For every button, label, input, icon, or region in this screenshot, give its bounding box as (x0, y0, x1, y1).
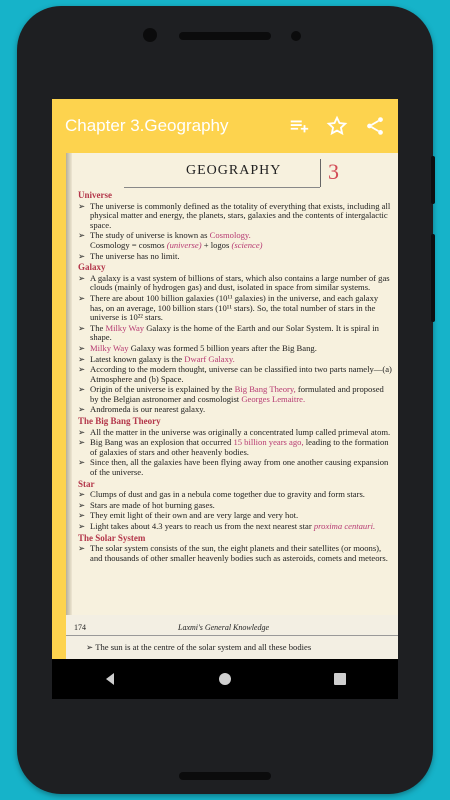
power-button (431, 156, 435, 204)
bullet-icon: ➢ (78, 200, 86, 211)
chapter-title: GEOGRAPHY (186, 163, 282, 178)
header-divider (320, 159, 321, 187)
list-item: ➢ There are about 100 billion galaxies (10¹¹ galaxies) in the universe, and each galaxy has, on an average, 100 billion stars (10¹¹ stars). So, the total number of stars in the universe is 10²² stars. (78, 292, 379, 323)
bullet-icon: ➢ (78, 489, 86, 500)
document-viewer[interactable] (52, 153, 398, 659)
section-heading: Star (78, 478, 95, 489)
list-item: ➢ The universe has no limit. (78, 250, 180, 261)
home-circle-icon[interactable] (205, 659, 245, 699)
star-outline-icon[interactable] (322, 111, 352, 141)
list-item: ➢ Since then, all the galaxies have been flying away from one another causing expansion of the universe. (78, 457, 389, 478)
bullet-icon: ➢ (78, 521, 86, 531)
footer-rule (66, 635, 398, 636)
next-page-line: ➢ The sun is at the centre of the solar system and all these bodies (86, 642, 312, 652)
proximity-sensor (291, 31, 301, 41)
formula-line: Cosmology = cosmos (universe) + logos (science) (90, 239, 263, 250)
recents-square-icon[interactable] (320, 659, 360, 699)
book-page (66, 153, 398, 659)
bullet-icon: ➢ (78, 230, 86, 241)
page-spine-shadow (66, 153, 72, 615)
book-title: Laxmi's General Knowledge (178, 623, 270, 632)
bullet-icon: ➢ (78, 404, 86, 415)
list-item: ➢ The study of universe is known as Cosmology. (78, 230, 251, 241)
list-item: ➢ The universe is commonly defined as the totality of everything that exists, including all physical matter and energy, the planets, stars, galaxies and the contents of intergalactic space. (78, 200, 391, 230)
list-item: ➢ Big Bang was an explosion that occurred 15 billion years ago, leading to the formation of galaxies of stars and other heavenly bodies. (78, 437, 389, 457)
list-item: ➢ A galaxy is a vast system of billions of stars, which also contains a large number of gas clouds (mainly of hydrogen gas) and dust, isolated in space from similar systems. (78, 272, 390, 293)
list-item: ➢ Latest known galaxy is the Dwarf Galaxy. (78, 353, 235, 364)
list-item: ➢ Andromeda is our nearest galaxy. (78, 404, 206, 415)
bullet-icon: ➢ (78, 426, 86, 437)
screen (52, 99, 398, 699)
list-item: ➢ They emit light of their own and are very large and very hot. (78, 510, 299, 521)
bullet-icon: ➢ (78, 342, 86, 353)
list-item: ➢ Milky Way Galaxy was formed 5 billion years after the Big Bang. (78, 342, 317, 353)
app-title: Chapter 3.Geography (65, 116, 229, 135)
back-triangle-icon[interactable] (90, 659, 130, 699)
section-heading: Universe (78, 190, 112, 200)
chapter-number: 3 (328, 159, 339, 184)
bullet-icon: ➢ (78, 384, 86, 395)
front-camera (143, 28, 157, 42)
chapter-header (124, 159, 394, 187)
bullet-icon: ➢ (78, 353, 86, 364)
page-number: 174 (74, 623, 86, 632)
header-rule (124, 187, 320, 188)
list-item: ➢ The Milky Way Galaxy is the home of the Earth and our Solar System. It is spiral in shape. (78, 322, 379, 343)
bullet-icon: ➢ (78, 364, 86, 375)
system-nav-bar (52, 659, 398, 699)
playlist-add-icon[interactable] (284, 111, 314, 141)
bullet-icon: ➢ (78, 322, 86, 333)
app-bar (52, 99, 398, 153)
list-item: ➢ According to the modern thought, universe can be classified into two parts namely—(a) Atmosphere and (b) Space. (78, 364, 392, 384)
bottom-speaker (179, 772, 271, 780)
bullet-icon: ➢ (78, 510, 86, 521)
list-item: ➢ All the matter in the universe was originally a concentrated lump called primeval atom. (78, 426, 391, 437)
list-item: ➢ Clumps of dust and gas in a nebula come together due to gravity and form stars. (78, 489, 365, 500)
volume-button (431, 234, 435, 322)
list-item: ➢ Stars are made of hot burning gases. (78, 499, 215, 510)
bullet-icon: ➢ (78, 437, 86, 448)
section-heading: Galaxy (78, 262, 106, 273)
list-item: ➢ Light takes about 4.3 years to reach us from the next nearest star proxima centauri. (78, 521, 376, 531)
bullet-icon: ➢ (78, 499, 86, 510)
bullet-icon: ➢ (78, 457, 86, 468)
bullet-icon: ➢ (78, 292, 86, 303)
bullet-icon: ➢ (78, 250, 86, 261)
list-item: ➢ The solar system consists of the sun, the eight planets and their satellites (or moons), and thousands of other smaller heavenly bodies such as asteroids, comets and meteors. (78, 543, 388, 563)
share-icon[interactable] (360, 111, 390, 141)
bullet-icon: ➢ (78, 543, 86, 554)
list-item: ➢ Origin of the universe is explained by the Big Bang Theory, formulated and proposed by the Belgian astronomer and cosmologist Georges Lemaitre. (78, 384, 384, 404)
bullet-icon: ➢ (78, 272, 86, 283)
bullet-icon: ➢ (86, 642, 94, 652)
section-heading: The Big Bang Theory (78, 416, 161, 427)
page-content (78, 189, 392, 563)
earpiece-speaker (179, 32, 271, 40)
next-page-peek (66, 615, 398, 659)
section-heading: The Solar System (78, 532, 146, 543)
